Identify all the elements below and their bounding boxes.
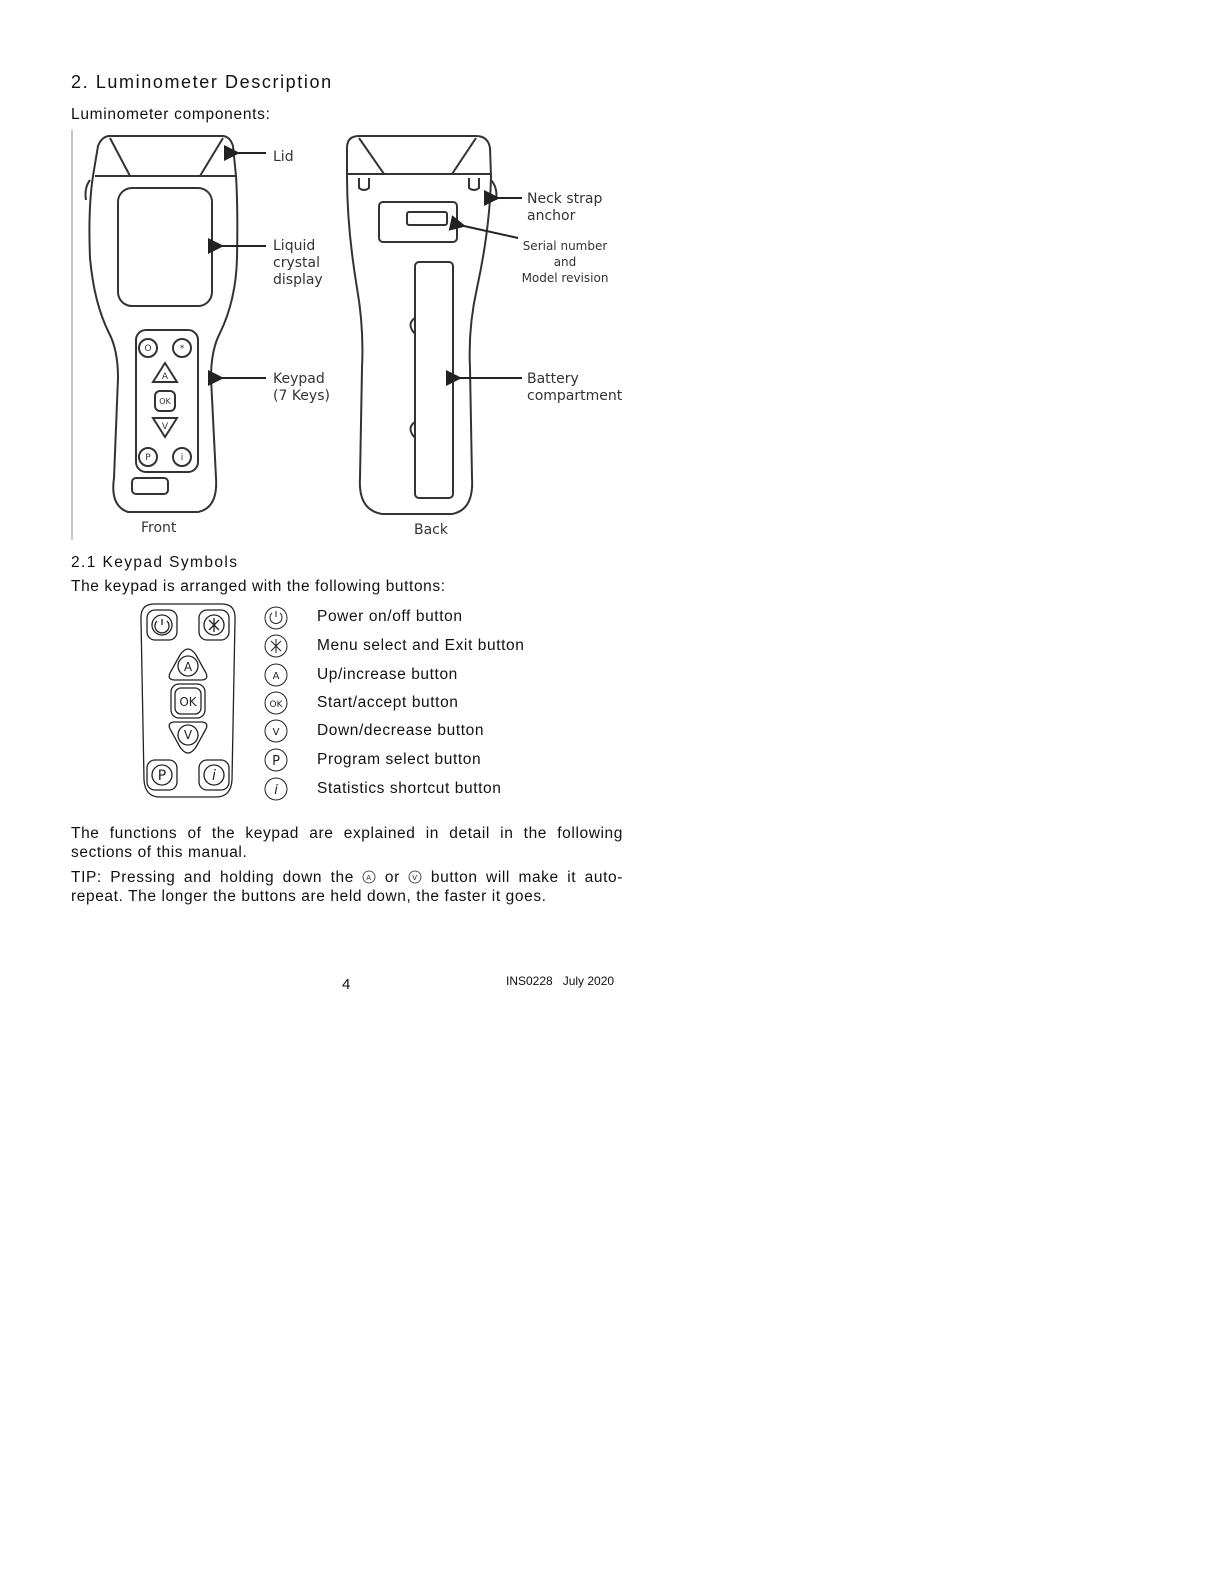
callout-serial-2: and [553, 255, 577, 269]
svg-text:A: A [366, 874, 373, 882]
callout-battery-2: compartment [527, 388, 623, 404]
callout-neck-strap-1: Neck strap [527, 191, 603, 207]
back-label: Back [414, 522, 448, 538]
legend-down-label: Down/decrease button [317, 722, 485, 739]
legend-up-label: Up/increase button [317, 666, 458, 683]
callout-lcd-1: Liquid [273, 238, 316, 254]
front-label: Front [141, 520, 177, 536]
components-intro: Luminometer components: [71, 106, 271, 123]
svg-text:*: * [179, 344, 185, 354]
keypad-drawing [138, 602, 238, 800]
callout-neck-strap-2: anchor [527, 208, 576, 224]
callout-lcd-2: crystal [273, 255, 320, 271]
tip-paragraph [71, 868, 623, 906]
svg-text:i: i [212, 768, 216, 784]
luminometer-figure [66, 128, 626, 546]
svg-text:i: i [180, 453, 184, 463]
callout-keypad-1: Keypad [273, 371, 325, 387]
callout-serial-3: Model revision [521, 271, 609, 285]
legend-statistics-label: Statistics shortcut button [317, 780, 502, 797]
legend-ok-label: Start/accept button [317, 694, 459, 711]
callout-serial-1: Serial number [522, 239, 608, 253]
front-device-drawing [86, 136, 238, 512]
legend-menu-label: Menu select and Exit button [317, 637, 525, 654]
down-icon [408, 870, 422, 884]
svg-text:OK: OK [159, 397, 171, 406]
functions-paragraph: The functions of the keypad are explained in detail in the following sections of this manual. [71, 825, 623, 861]
callout-keypad-2: (7 Keys) [273, 388, 330, 404]
tip-text-start: TIP: Pressing and holding down the [71, 869, 354, 886]
svg-text:P: P [145, 453, 151, 463]
tip-text-or: or [384, 869, 400, 886]
svg-text:OK: OK [179, 695, 197, 709]
section-title: 2. Luminometer Description [71, 72, 333, 92]
callout-lid: Lid [273, 149, 294, 165]
up-icon [362, 870, 376, 884]
back-device-drawing [347, 136, 496, 514]
tip-text-end: button will make it auto-repeat. The longer the buttons are held down, the faster it goes. [71, 869, 623, 905]
svg-text:A: A [183, 660, 193, 674]
page-number: 4 [342, 976, 351, 993]
keypad-intro: The keypad is arranged with the following buttons: [71, 578, 446, 595]
svg-text:P: P [157, 768, 167, 784]
svg-text:i: i [274, 783, 278, 798]
svg-text:A: A [161, 372, 169, 382]
svg-text:P: P [272, 754, 280, 769]
legend-power-label: Power on/off button [317, 608, 463, 625]
callout-battery-1: Battery [527, 371, 579, 387]
legend-program-label: Program select button [317, 751, 482, 768]
svg-text:V: V [272, 727, 280, 738]
subsection-title: 2.1 Keypad Symbols [71, 554, 239, 571]
svg-text:V: V [412, 874, 419, 882]
svg-text:A: A [272, 671, 280, 682]
keypad-legend-icons [263, 604, 291, 804]
callout-lcd-3: display [273, 272, 323, 288]
document-reference: INS0228 July 2020 [506, 974, 615, 988]
svg-text:OK: OK [269, 700, 283, 710]
svg-text:V: V [183, 728, 193, 742]
svg-text:O: O [144, 344, 152, 354]
svg-text:V: V [161, 422, 169, 432]
